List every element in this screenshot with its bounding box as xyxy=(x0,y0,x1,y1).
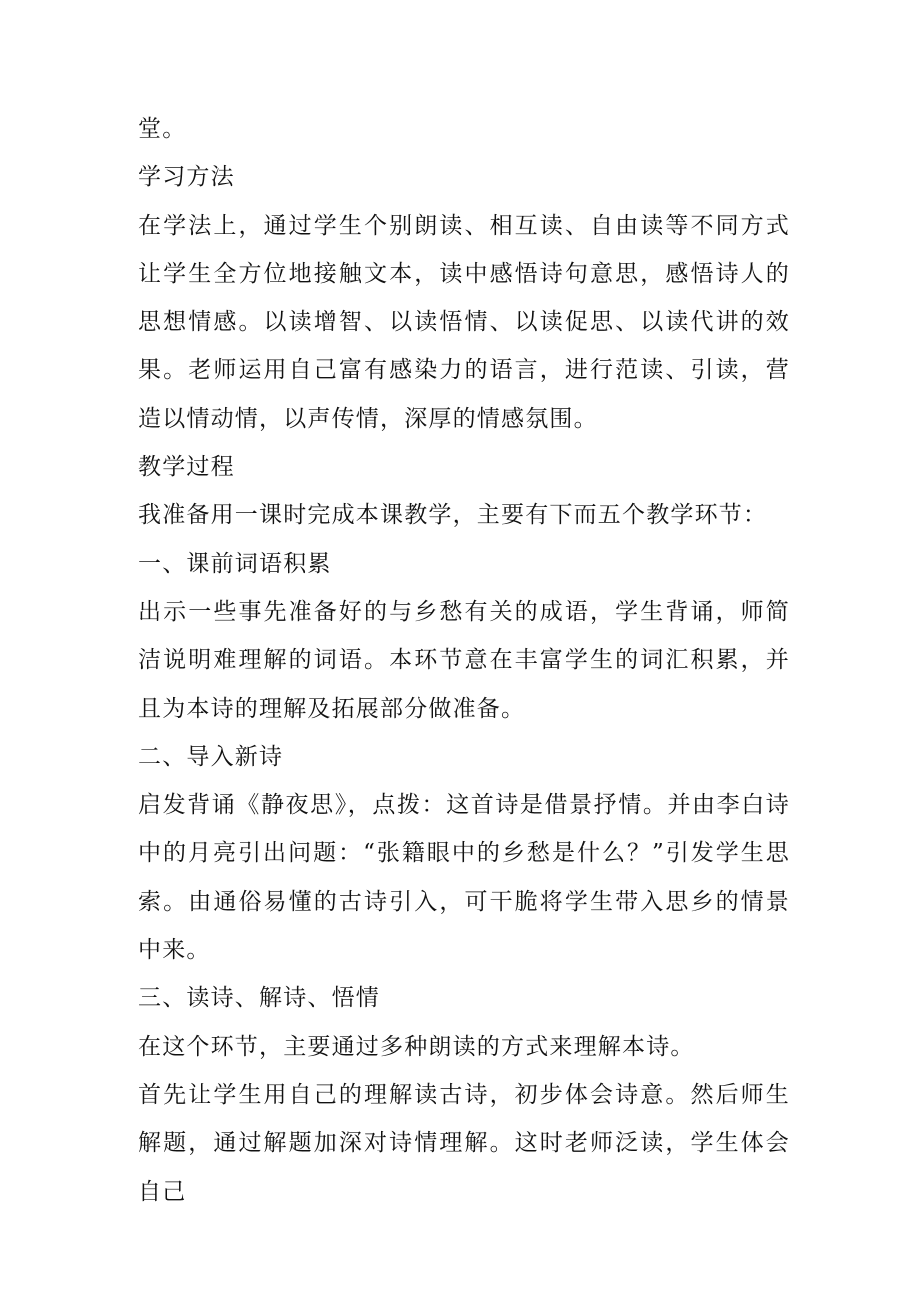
paragraph-step-one: 出示一些事先准备好的与乡愁有关的成语，学生背诵，师简洁说明难理解的词语。本环节意在丰富学生的词汇积累，并且为本诗的理解及拓展部分做准备。 xyxy=(138,598,790,722)
heading-step-three: 三、读诗、解诗、悟情 xyxy=(138,985,380,1012)
paragraph-teaching-overview: 我准备用一课时完成本课教学，主要有下而五个教学环节： xyxy=(138,502,768,529)
heading-step-two: 二、导入新诗 xyxy=(138,743,284,770)
heading-teaching-process: 教学过程 xyxy=(138,454,235,481)
paragraph-step-three-intro: 在这个环节，主要通过多种朗读的方式来理解本诗。 xyxy=(138,1033,695,1060)
paragraph-step-three-detail: 首先让学生用自己的理解读古诗，初步体会诗意。然后师生解题，通过解题加深对诗情理解。这时老师泛读，学生体会自己 xyxy=(138,1081,790,1205)
paragraph-continuation: 堂。 xyxy=(138,116,187,142)
paragraph-learning-method: 在学法上，通过学生个别朗读、相互读、自由读等不同方式让学生全方位地接触文本，读中感悟诗句意思，感悟诗人的思想情感。以读增智、以读悟情、以读促思、以读代讲的效果。老师运用自己富有感染力的语言，进行范读、引读，营造以情动情，以声传情，深厚的情感氛围。 xyxy=(138,212,790,432)
document-body xyxy=(138,105,790,1216)
heading-learning-method: 学习方法 xyxy=(138,164,235,191)
heading-step-one: 一、课前词语积累 xyxy=(138,550,332,577)
paragraph-step-two: 启发背诵《静夜思》，点拨：这首诗是借景抒情。并由李白诗中的月亮引出问题：“张籍眼中的乡愁是什么？”引发学生思索。由通俗易懂的古诗引入，可干脆将学生带入思乡的情景中来。 xyxy=(138,792,790,964)
